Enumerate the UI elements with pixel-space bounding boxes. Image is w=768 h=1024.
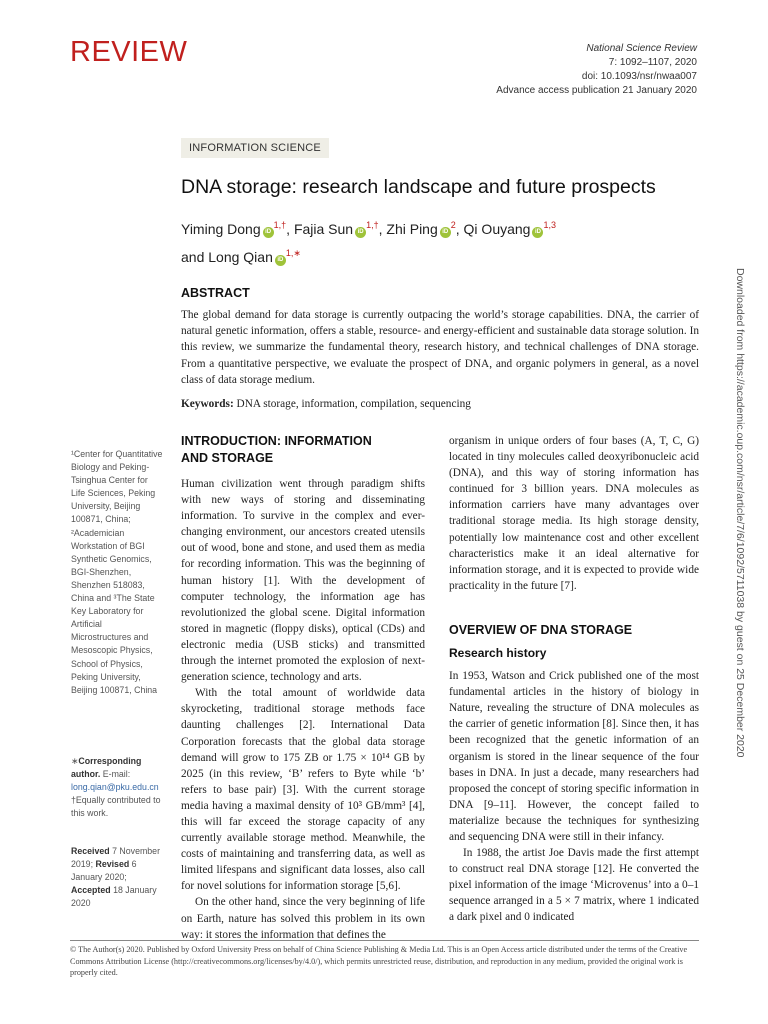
- author-affiliation: 1,†: [273, 220, 287, 230]
- column-right: [449, 433, 699, 926]
- paragraph: In 1988, the artist Joe Davis made the first attempt to construct real DNA storage [12]. He converted the pixel information of the image ‘Microvenus’ into a 0–1 sequence arranged in a 5 × 7 matrix, where 1 indicated a dark pixel and 0 indicated: [449, 847, 699, 924]
- subject-tag[interactable]: INFORMATION SCIENCE: [181, 138, 329, 158]
- keywords: [181, 398, 699, 410]
- author-separator: ,: [455, 221, 464, 237]
- volume-pages: 7: 1092–1107, 2020: [608, 57, 697, 68]
- author-affiliation: 2: [450, 220, 456, 230]
- doi[interactable]: doi: 10.1093/nsr/nwaa007: [581, 71, 697, 82]
- keywords-list: DNA storage, information, compilation, sequencing: [236, 398, 471, 410]
- abstract-text: The global demand for data storage is currently outpacing the world’s storage capabilities. DNA, the carrier of natural genetic information, offers a stable, resource- and energy-efficient and sustainable data storage solution. In this review, we summarize the fundamental theory, research history, and technical challenges of DNA storage. From a quantitative perspective, we evaluate the prospect of DNA, and organic polymers in general, as a novel class of data storage medium.: [181, 309, 699, 386]
- overview-heading: OVERVIEW OF DNA STORAGE: [449, 622, 633, 637]
- article-title: DNA storage: research landscape and future prospects: [181, 176, 656, 198]
- author-list: [181, 213, 631, 269]
- author-separator: ,: [286, 221, 294, 237]
- orcid-icon[interactable]: iD: [532, 227, 543, 238]
- paragraph: On the other hand, since the very beginning of life on Earth, nature has solved this problem in its own way: it stores the information that defines the: [181, 896, 425, 941]
- journal-info: [496, 42, 697, 98]
- intro-heading-line: INTRODUCTION: INFORMATION: [181, 434, 372, 448]
- orcid-icon[interactable]: iD: [263, 227, 274, 238]
- section-label: REVIEW: [70, 36, 188, 68]
- article-dates: [71, 845, 163, 910]
- intro-heading-line: AND STORAGE: [181, 451, 274, 465]
- footer-divider: [70, 940, 699, 941]
- column-left: [181, 476, 425, 943]
- author-name[interactable]: Long Qian: [208, 249, 273, 265]
- download-note: [734, 268, 748, 788]
- paragraph: organism in unique orders of four bases (A, T, C, G) located in tiny molecules called deoxyribonucleic acid (DNA), and this way of storing information has continued for 3 billion years. DNA molecules as information carriers have many advantages over traditional storage media. Its high storage density, potentially low maintenance cost and other excellent characteristics make it an ideal alternative for information storage, and it is expected to provide wide practicality in the future [7].: [449, 435, 699, 592]
- abstract-heading: ABSTRACT: [181, 286, 250, 300]
- author-affiliation: 1,†: [366, 220, 379, 230]
- corresponding-label: Corresponding author.: [71, 756, 142, 780]
- author-name[interactable]: Fajia Sun: [293, 221, 354, 237]
- intro-heading: [181, 433, 425, 467]
- email-label: E-mail:: [102, 769, 131, 780]
- advance-access: Advance access publication 21 January 2020: [496, 85, 697, 96]
- author-separator: ,: [378, 221, 387, 237]
- accepted-label: Accepted: [71, 885, 111, 896]
- revised-label: Revised: [95, 859, 130, 870]
- orcid-icon[interactable]: iD: [355, 227, 366, 238]
- orcid-icon[interactable]: iD: [275, 255, 286, 266]
- paragraph: In 1953, Watson and Crick published one of the most fundamental articles in the history of biology in Nature, revealing the structure of DNA molecules as the carrier of genetic information [8]. Since then, it has been recognized that the genetic information of an organism is stored in the linear sequence of the four bases in DNA. In just a decade, many researchers had proposed the concept of storing specific information in DNA [9–11]. However, the concept failed to materialize because the techniques for synthesizing and sequencing DNA were still in their infancy.: [449, 670, 699, 843]
- author-name[interactable]: Zhi Ping: [386, 221, 438, 237]
- journal-name[interactable]: National Science Review: [586, 43, 697, 54]
- received-label: Received: [71, 846, 110, 856]
- author-affiliation: 1,∗: [285, 248, 301, 258]
- paragraph: Human civilization went through paradigm shifts with new ways of storing and disseminating information. To survive in the complex and ever-changing environment, our ancestors created utensils out of wood, bone and stone, and used them as media for recording information. This was the beginning of human history [1]. With the development of computer technology, the information age has revolutionized the global scene. Digital information stored in magnetic (floppy disks), optical (CDs) and electronic media (USB sticks) and transmitted through the internet promoted the explosion of next-generation science, technology and arts.: [181, 478, 425, 684]
- received-date: 7 November 2019;: [71, 846, 161, 870]
- orcid-icon[interactable]: iD: [440, 227, 451, 238]
- license-footer: © The Author(s) 2020. Published by Oxford University Press on behalf of China Science Publishing & Media Ltd. This is an Open Access article distributed under the terms of the Creative Commons Attribution License (http://creativecommons.org/licenses/by/4.0/), which permits unrestricted reuse, distribution, and reproduction in any medium, provided the original work is properly cited.: [70, 945, 688, 977]
- corresponding-author: [71, 755, 163, 820]
- author-name[interactable]: Yiming Dong: [181, 221, 261, 237]
- revised-date: 6 January 2020;: [71, 859, 137, 883]
- author-name[interactable]: Qi Ouyang: [463, 221, 531, 237]
- email-link[interactable]: long.qian@pku.edu.cn: [71, 782, 159, 793]
- accepted-date: 18 January 2020: [71, 885, 157, 909]
- author-affiliation: 1,3: [543, 220, 556, 230]
- paragraph: With the total amount of worldwide data skyrocketing, traditional storage methods face daunting challenges [2]. International Data Corporation forecasts that the global data storage demand will grow to 175 ZB or 1.75 × 10¹⁴ GB by 2025 (in this review, ‘B’ refers to Byte while ‘b’ refers to base pair) [3]. With the current storage media having a maximal density of 10³ GB/mm³ [4], this will far exceed the storage capacity of any currently available storage method. Meanwhile, the costs of maintaining and transferring data, as well as limited lifespans and significant data losses, also call for novel solutions for information storage [5,6].: [181, 687, 425, 893]
- affiliations: ¹Center for Quantitative Biology and Peking-Tsinghua Center for Life Sciences, Peking University, Beijing 100871, China; ²Academician Workstation of BGI Synthetic Genomics, BGI-Shenzhen, Shenzhen 518083, China and ³The State Key Laboratory for Artificial Microstructures and Mesoscopic Physics, School of Physics, Peking University, Beijing 100871, China: [71, 449, 163, 695]
- corresponding-prefix: ∗: [71, 756, 79, 766]
- research-history-heading: Research history: [449, 645, 547, 660]
- download-note-text: Downloaded from https://academic.oup.com/nsr/article/7/6/1092/5711038 by guest on 25 December 2020: [734, 268, 746, 758]
- keywords-label: Keywords:: [181, 398, 234, 410]
- author-separator: and: [181, 249, 209, 265]
- equal-contribution: †Equally contributed to this work.: [71, 795, 161, 819]
